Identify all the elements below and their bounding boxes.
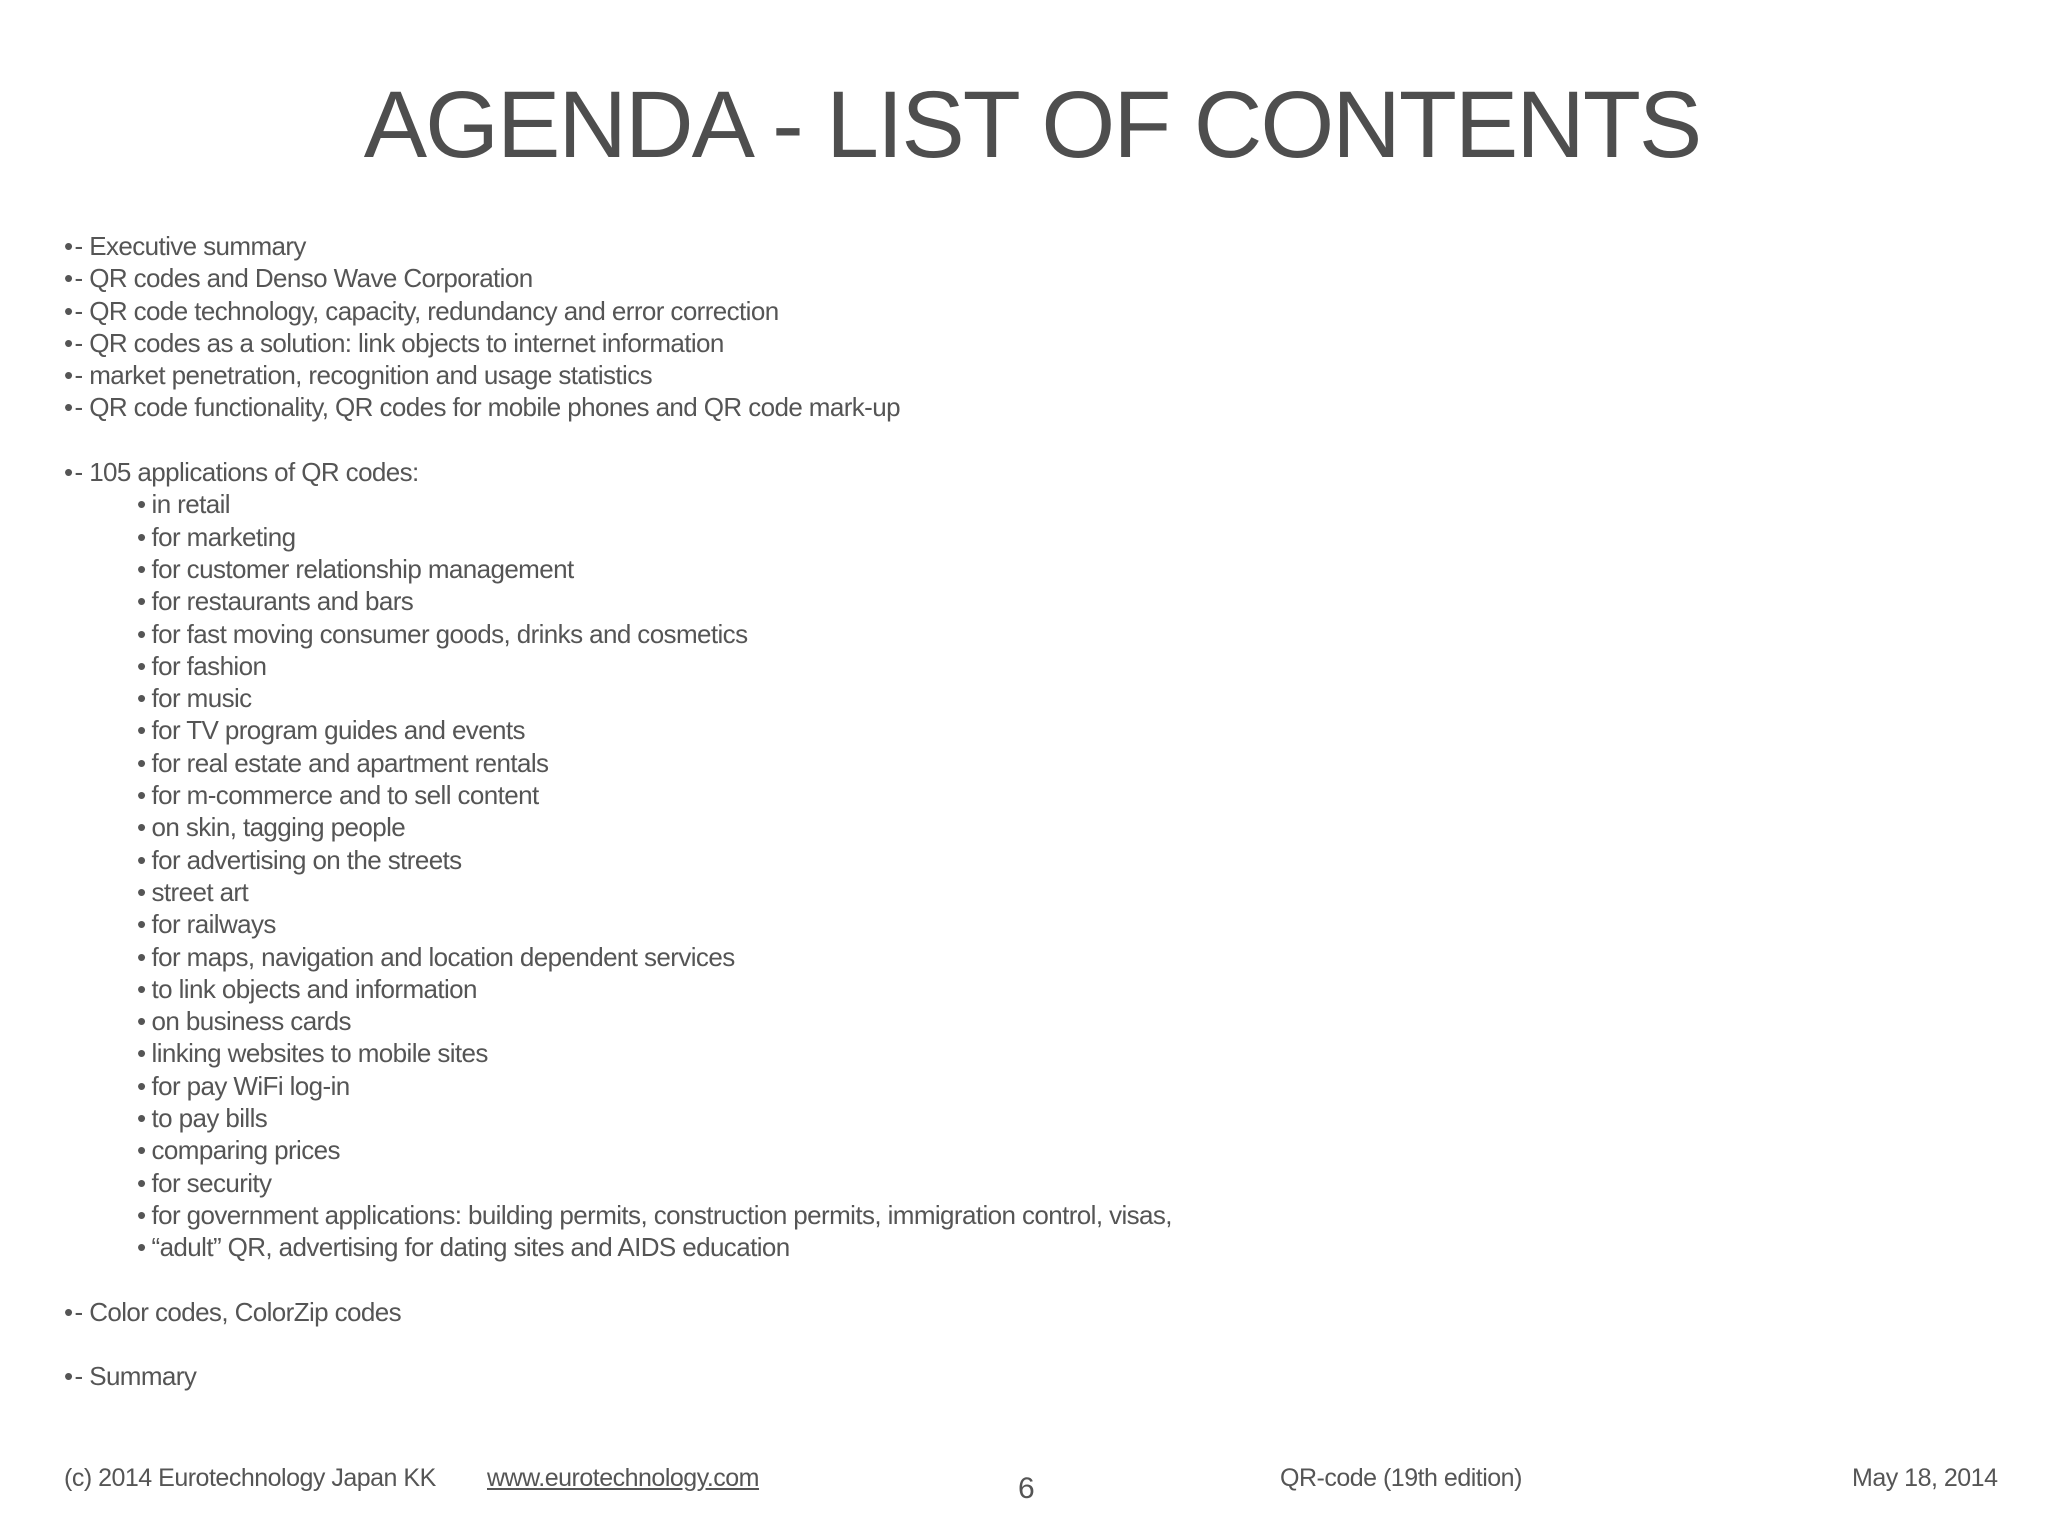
agenda-item: • - QR code technology, capacity, redundancy and error correction (64, 295, 1172, 327)
application-item: • on business cards (64, 1005, 1172, 1037)
list-spacer (64, 1328, 1172, 1360)
agenda-item: • - Executive summary (64, 230, 1172, 262)
application-item: • for marketing (64, 521, 1172, 553)
application-item: • for advertising on the streets (64, 844, 1172, 876)
application-item: • for restaurants and bars (64, 585, 1172, 617)
slide-title: AGENDA - LIST OF CONTENTS (363, 72, 1701, 178)
application-item: • to pay bills (64, 1102, 1172, 1134)
agenda-list (64, 230, 1172, 1393)
agenda-item: • - QR code functionality, QR codes for mobile phones and QR code mark-up (64, 391, 1172, 423)
footer-copyright: (c) 2014 Eurotechnology Japan KK (64, 1464, 436, 1492)
application-item: • for fast moving consumer goods, drinks and cosmetics (64, 618, 1172, 650)
application-item: • for maps, navigation and location dependent services (64, 941, 1172, 973)
agenda-item: • - QR codes and Denso Wave Corporation (64, 262, 1172, 294)
application-item: • for railways (64, 908, 1172, 940)
footer-edition: QR-code (19th edition) (1280, 1464, 1522, 1492)
application-item: • on skin, tagging people (64, 811, 1172, 843)
application-item: • for fashion (64, 650, 1172, 682)
footer-website-link[interactable]: www.eurotechnology.com (487, 1464, 760, 1492)
application-item: • for customer relationship management (64, 553, 1172, 585)
application-item: • for security (64, 1167, 1172, 1199)
footer-website-container (487, 1466, 759, 1491)
application-item: • for music (64, 682, 1172, 714)
application-item: • for government applications: building permits, construction permits, immigration control, visas, (64, 1199, 1172, 1231)
application-item: • “adult” QR, advertising for dating sites and AIDS education (64, 1231, 1172, 1263)
application-item: • linking websites to mobile sites (64, 1037, 1172, 1069)
footer-date: May 18, 2014 (1852, 1464, 1998, 1492)
agenda-item-summary: • - Summary (64, 1360, 1172, 1392)
application-item: • street art (64, 876, 1172, 908)
agenda-item: • - QR codes as a solution: link objects to internet information (64, 327, 1172, 359)
application-item: • to link objects and information (64, 973, 1172, 1005)
agenda-item: • - market penetration, recognition and usage statistics (64, 359, 1172, 391)
agenda-item-color-codes: • - Color codes, ColorZip codes (64, 1296, 1172, 1328)
page-number: 6 (1018, 1472, 1035, 1505)
list-spacer (64, 1264, 1172, 1296)
list-spacer (64, 424, 1172, 456)
application-item: • for pay WiFi log-in (64, 1070, 1172, 1102)
application-item: • comparing prices (64, 1134, 1172, 1166)
applications-heading: • - 105 applications of QR codes: (64, 456, 1172, 488)
application-item: • for m-commerce and to sell content (64, 779, 1172, 811)
application-item: • in retail (64, 488, 1172, 520)
application-item: • for real estate and apartment rentals (64, 747, 1172, 779)
application-item: • for TV program guides and events (64, 714, 1172, 746)
